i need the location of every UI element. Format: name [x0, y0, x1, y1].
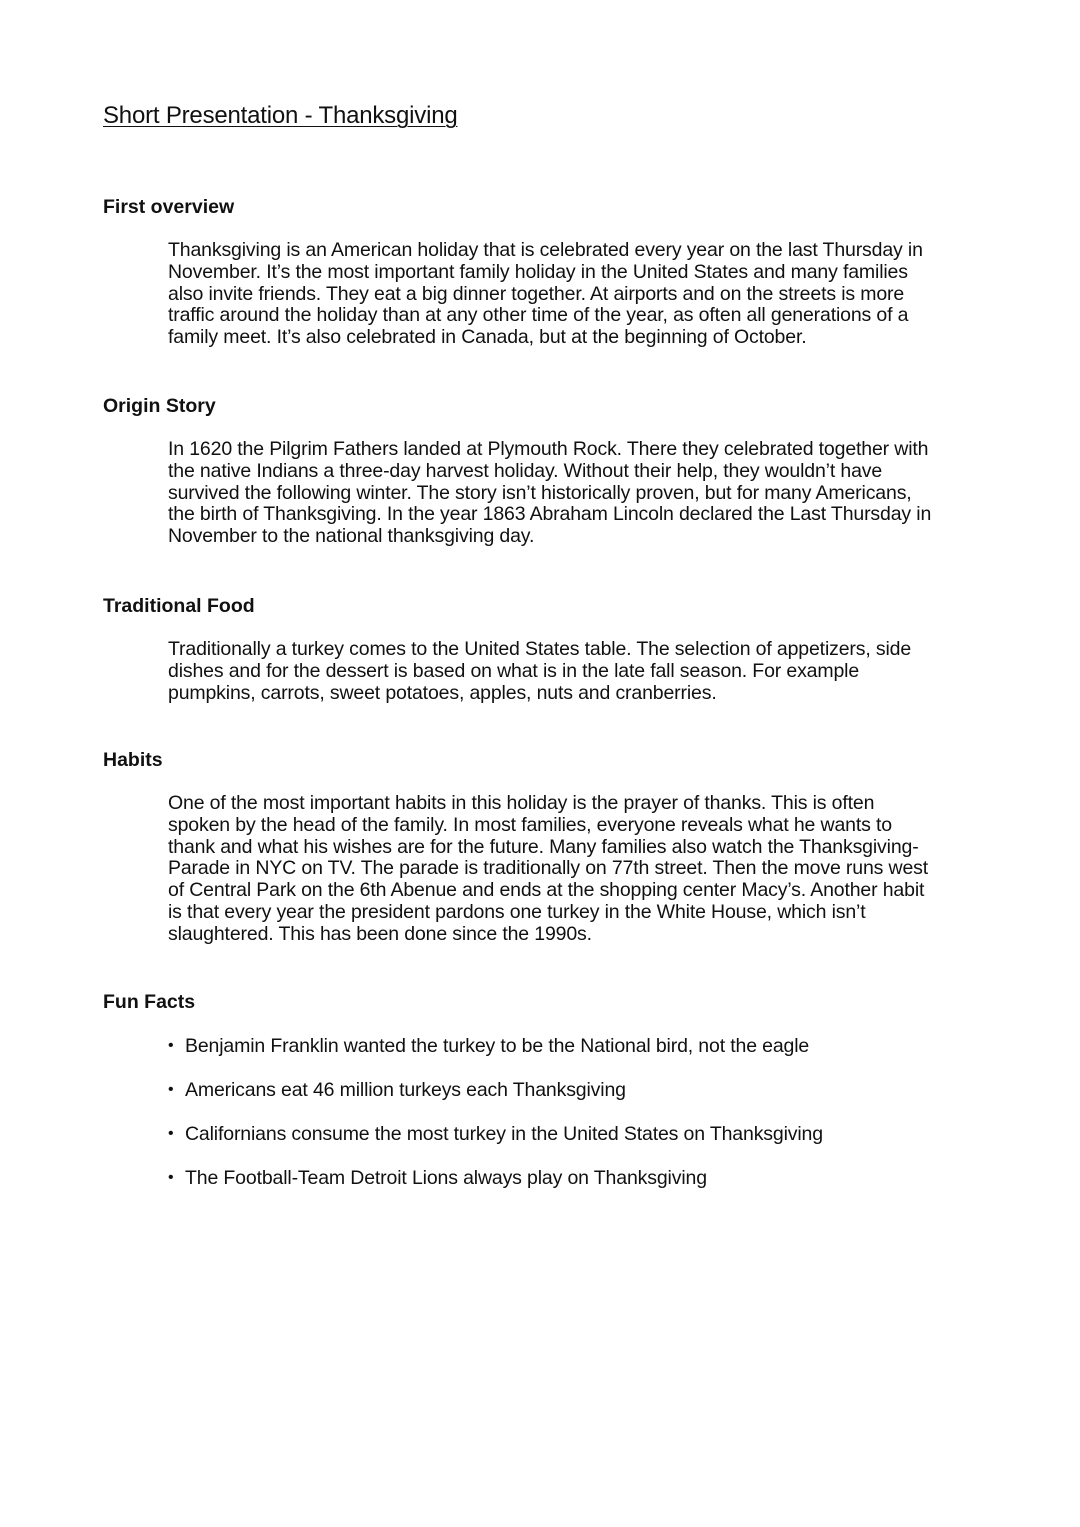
- section-body-origin-story: [168, 439, 978, 548]
- list-item-text: Californians consume the most turkey in the United States on Thanksgiving: [185, 1123, 823, 1145]
- section-heading-habits: Habits: [103, 749, 163, 771]
- body-line: the birth of Thanksgiving. In the year 1863 Abraham Lincoln declared the Last Thursday in: [168, 503, 932, 526]
- body-line: Traditionally a turkey comes to the United States table. The selection of appetizers, side: [168, 638, 912, 660]
- body-line: is that every year the president pardons one turkey in the White House, which isn’t: [168, 900, 866, 923]
- bullet-icon: •: [168, 1037, 174, 1054]
- section-body-traditional-food: [168, 639, 978, 704]
- body-line: family meet. It’s also celebrated in Canada, but at the beginning of October.: [168, 326, 807, 349]
- body-line: traffic around the holiday than at any other time of the year, as often all generations of a: [168, 304, 909, 327]
- body-line: of Central Park on the 6th Abenue and ends at the shopping center Macy’s. Another habit: [168, 879, 925, 902]
- list-item: [168, 1077, 823, 1121]
- body-line: survived the following winter. The story isn’t historically proven, but for many Americans,: [168, 481, 912, 504]
- body-line: slaughtered. This has been done since the 1990s.: [168, 922, 592, 945]
- list-item: [168, 1121, 823, 1165]
- body-line: Parade in NYC on TV. The parade is traditionally on 77th street. Then the move runs west: [168, 857, 929, 880]
- body-line: dishes and for the dessert is based on what is in the late fall season. For example: [168, 659, 860, 682]
- body-line: November. It’s the most important family holiday in the United States and many families: [168, 260, 908, 283]
- section-body-first-overview: [168, 240, 978, 349]
- document-title: Short Presentation - Thanksgiving: [103, 102, 458, 129]
- section-heading-first-overview: First overview: [103, 196, 235, 218]
- list-item: [168, 1033, 823, 1077]
- body-line: In 1620 the Pilgrim Fathers landed at Plymouth Rock. There they celebrated together with: [168, 438, 929, 460]
- body-line: pumpkins, carrots, sweet potatoes, apples, nuts and cranberries.: [168, 681, 717, 704]
- body-line: November to the national thanksgiving day.: [168, 525, 535, 548]
- body-line: Thanksgiving is an American holiday that is celebrated every year on the last Thursday in: [168, 239, 923, 261]
- body-line: also invite friends. They eat a big dinner together. At airports and on the streets is more: [168, 282, 905, 305]
- body-line: the native Indians a three-day harvest holiday. Without their help, they wouldn’t have: [168, 459, 883, 482]
- section-heading-traditional-food: Traditional Food: [103, 595, 255, 617]
- body-line: thank and what his wishes are for the future. Many families also watch the Thanksgiving-: [168, 835, 919, 858]
- body-line: spoken by the head of the family. In most families, everyone reveals what he wants to: [168, 813, 892, 836]
- list-item-text: The Football-Team Detroit Lions always play on Thanksgiving: [185, 1167, 707, 1189]
- bullet-icon: •: [168, 1125, 174, 1142]
- bullet-icon: •: [168, 1081, 174, 1098]
- section-heading-fun-facts: Fun Facts: [103, 991, 196, 1013]
- section-heading-origin-story: Origin Story: [103, 395, 216, 417]
- list-item-text: Americans eat 46 million turkeys each Thanksgiving: [185, 1079, 626, 1101]
- list-item: [168, 1165, 823, 1209]
- bullet-icon: •: [168, 1169, 174, 1186]
- fun-facts-list: [168, 1033, 823, 1209]
- body-line: One of the most important habits in this holiday is the prayer of thanks. This is often: [168, 792, 875, 814]
- list-item-text: Benjamin Franklin wanted the turkey to be the National bird, not the eagle: [185, 1035, 810, 1057]
- section-body-habits: [168, 793, 978, 946]
